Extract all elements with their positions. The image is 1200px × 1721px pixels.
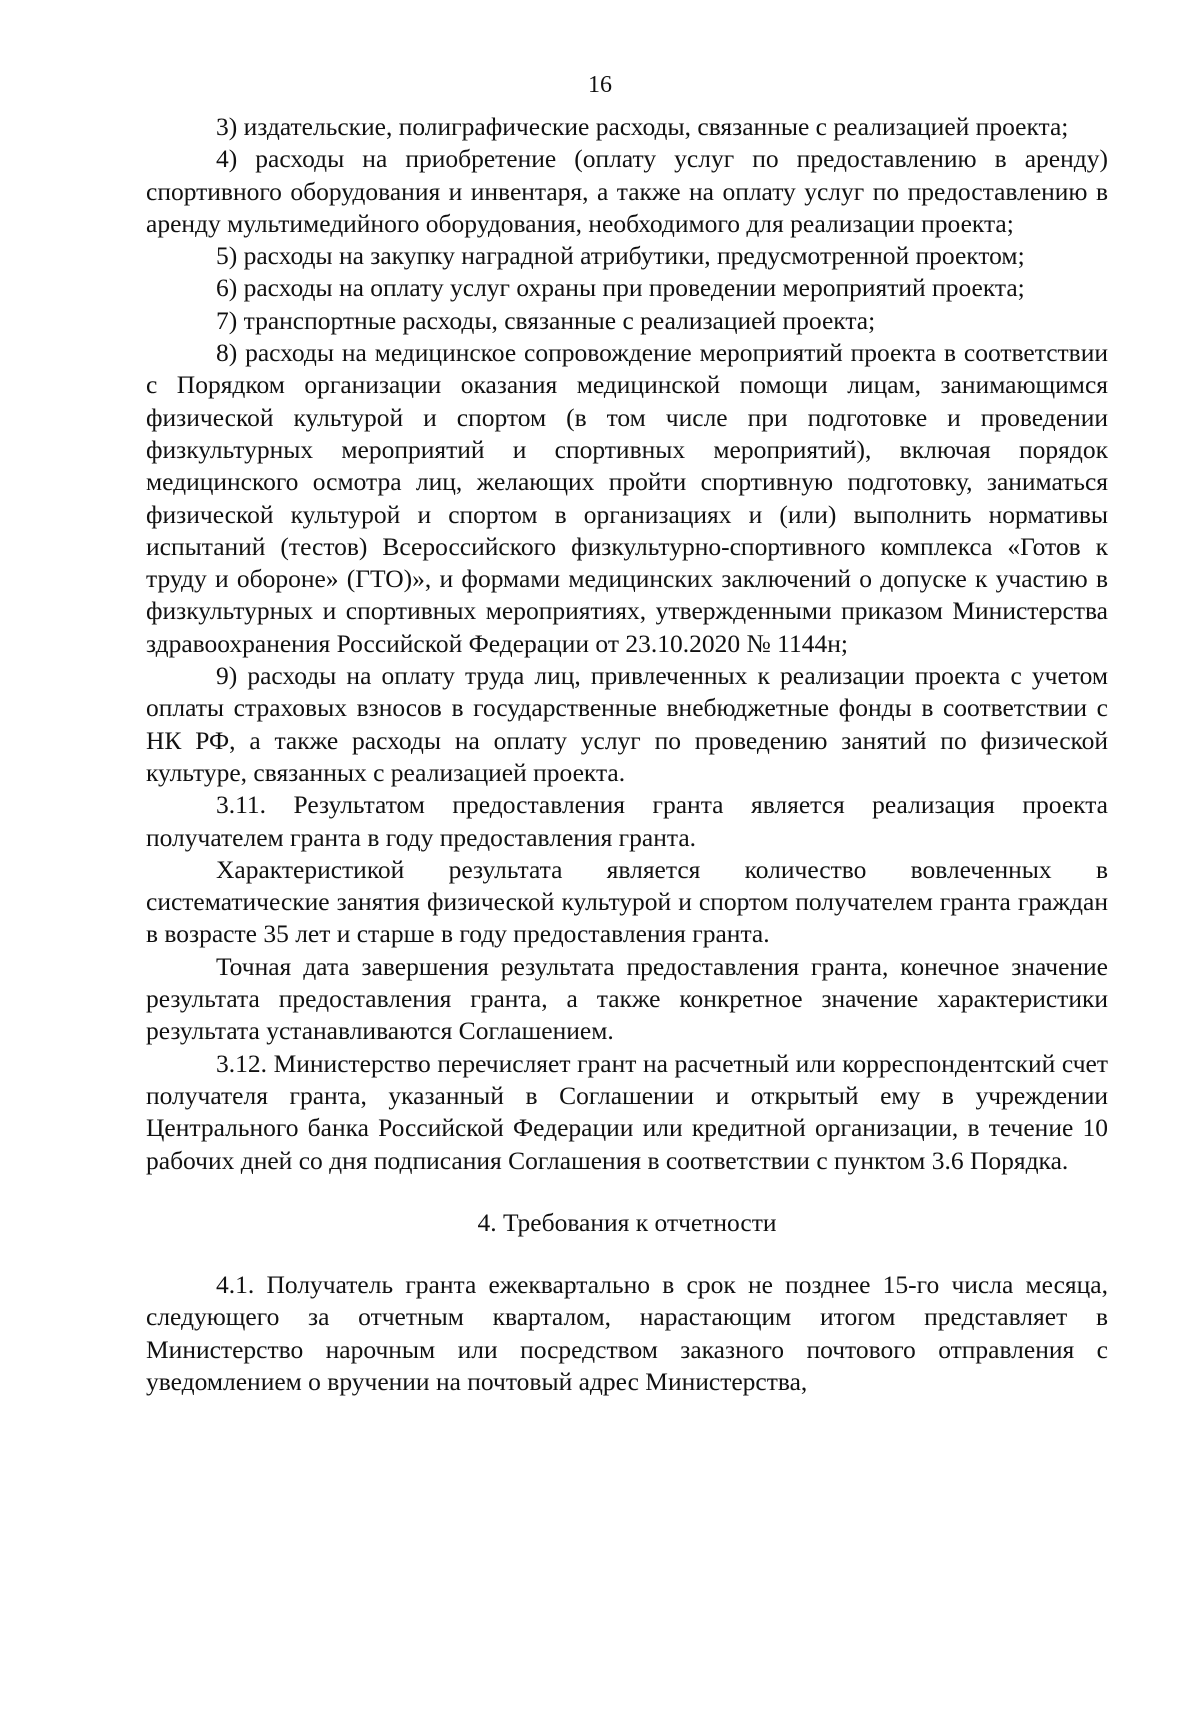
- paragraph-item-5: 5) расходы на закупку наградной атрибутики, предусмотренной проектом;: [216, 241, 1025, 271]
- paragraph-clause-3-12: 3.12. Министерство перечисляет грант на расчетный или корреспондентский счет получателя гранта, указанный в Соглашении и открытый ему в учреждении Центрального банка Российской Федерации или кредитной организации, в течение 10 рабочих дней со дня подписания Соглашения в соответствии с пунктом 3.6 Порядка.: [146, 1048, 1108, 1175]
- paragraph-result-characteristic: Характеристикой результата является количество вовлеченных в систематические занятия физической культурой и спортом получателем гранта граждан в возрасте 35 лет и старше в году предоставления гранта.: [146, 854, 1108, 949]
- paragraph-result-date: Точная дата завершения результата предоставления гранта, конечное значение результата предоставления гранта, а также конкретное значение характеристики результата устанавливаются Соглашением.: [146, 951, 1108, 1046]
- paragraph-item-6: 6) расходы на оплату услуг охраны при проведении мероприятий проекта;: [216, 273, 1025, 303]
- paragraph-clause-3-11: 3.11. Результатом предоставления гранта является реализация проекта получателем гранта в году предоставления гранта.: [146, 790, 1108, 852]
- document-body: [146, 111, 1108, 1398]
- paragraph-item-8: 8) расходы на медицинское сопровождение мероприятий проекта в соответствии с Порядком организации оказания медицинской помощи лицам, занимающимся физической культурой и спортом (в том числе при подготовке и проведении физкультурных мероприятий и спортивных мероприятий), включая порядок медицинского осмотра лиц, желающих пройти спортивную подготовку, заниматься физической культурой и спортом в организациях и (или) выполнить нормативы испытаний (тестов) Всероссийского физкультурно-спортивного комплекса «Готов к труду и обороне» (ГТО)», и формами медицинских заключений о допуске к участию в физкультурных и спортивных мероприятиях, утвержденными приказом Министерства здравоохранения Российской Федерации от 23.10.2020 № 1144н;: [146, 338, 1108, 658]
- paragraph-clause-4-1: 4.1. Получатель гранта ежеквартально в срок не позднее 15-го числа месяца, следующего за отчетным кварталом, нарастающим итогом представляет в Министерство нарочным или посредством заказного почтового отправления с уведомлением о вручении на почтовый адрес Министерства,: [146, 1270, 1108, 1396]
- paragraph-item-9: 9) расходы на оплату труда лиц, привлеченных к реализации проекта с учетом оплаты страховых взносов в государственные внебюджетные фонды в соответствии с НК РФ, а также расходы на оплату услуг по проведению занятий по физической культуре, связанных с реализацией проекта.: [146, 661, 1108, 787]
- paragraph-item-7: 7) транспортные расходы, связанные с реализацией проекта;: [216, 305, 876, 335]
- paragraph-item-3: 3) издательские, полиграфические расходы, связанные с реализацией проекта;: [216, 112, 1069, 141]
- section-heading: 4. Требования к отчетности: [477, 1207, 777, 1237]
- page-number: 16: [588, 72, 612, 98]
- paragraph-item-4: 4) расходы на приобретение (оплату услуг по предоставлению в аренду) спортивного оборудования и инвентаря, а также на оплату услуг по предоставлению в аренду мультимедийного оборудования, необходимого для реализации проекта;: [146, 144, 1108, 238]
